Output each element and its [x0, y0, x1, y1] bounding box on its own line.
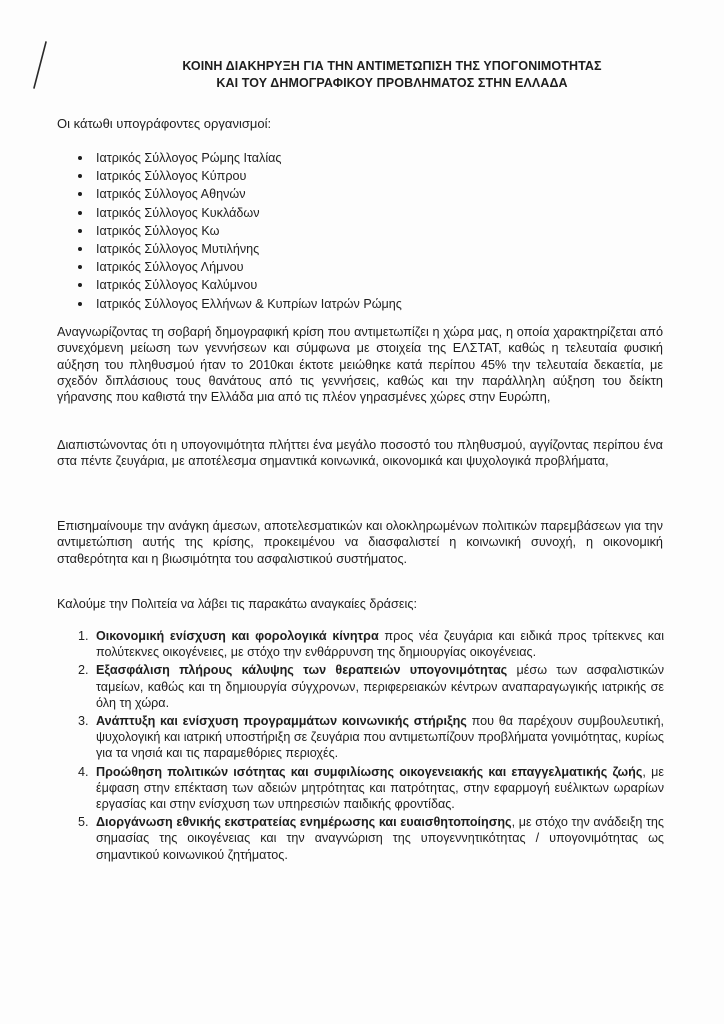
action-heading: Διοργάνωση εθνικής εκστρατείας ενημέρωσης και ευαισθητοποίησης — [96, 815, 512, 830]
organization-item: Ιατρικός Σύλλογος Κυκλάδων — [78, 204, 402, 222]
action-number: 2. — [78, 663, 89, 678]
action-item — [78, 713, 664, 762]
paragraph-infertility: Διαπιστώνοντας ότι η υπογονιμότητα πλήττει ένα μεγάλο ποσοστό του πληθυσμού, αγγίζοντας περίπου ένα στα πέντε ζευγάρια, με αποτέλεσμα σημαντικά κοινωνικά, οικονομικά και ψυχολογικά προβλήματα, — [57, 438, 663, 469]
action-text: προς νέα ζευγάρια και ειδικά προς τρίτεκνες και πολύτεκνες οικογένειες, με στόχο την ενθάρρυνση της δημιουργίας οικογένειας. — [96, 629, 664, 660]
document-title — [60, 58, 724, 92]
action-number: 5. — [78, 815, 89, 830]
action-heading: Προώθηση πολιτικών ισότητας και συμφιλίωσης οικογενειακής και επαγγελματικής ζωής — [96, 764, 643, 779]
action-heading: Οικονομική ενίσχυση και φορολογικά κίνητρα — [96, 629, 379, 643]
organization-item: Ιατρικός Σύλλογος Κω — [78, 222, 402, 240]
paragraph-demographic-crisis: Αναγνωρίζοντας τη σοβαρή δημογραφική κρίση που αντιμετωπίζει η χώρα μας, η οποία χαρακτηρίζεται από συνεχόμενη μείωση των γεννήσεων και σύμφωνα με στοιχεία της ΕΛΣΤΑΤ, καθώς η τελευταία φυσική αύξηση του πληθυσμού ήταν το 2010και έκτοτε μειώθηκε κατά περίπου 45% την τελευταία δεκαετία, με σχεδόν διπλάσιους τους θανάτους από τις γεννήσεις, καθώς και την παράλληλη αύξηση του δείκτη γήρανσης που καθιστά την Ελλάδα μια από τις πλέον γηρασμένες χώρες στην Ευρώπη, — [57, 325, 663, 405]
action-item — [78, 662, 664, 711]
handwritten-slash-mark — [28, 40, 52, 90]
action-number: 4. — [78, 764, 89, 779]
action-text: , με στόχο την ανάδειξη της σημασίας της οικογένειας και την αναγνώριση της υπογεννητικότητας / υπογονιμότητας ως σημαντικού κοινωνικού ζητήματος. — [96, 815, 664, 862]
action-number: 3. — [78, 714, 89, 729]
title-line-2: ΚΑΙ ΤΟΥ ΔΗΜΟΓΡΑΦΙΚΟΥ ΠΡΟΒΛΗΜΑΤΟΣ ΣΤΗΝ ΕΛΛΑΔΑ — [216, 76, 568, 90]
organization-item: Ιατρικός Σύλλογος Λήμνου — [78, 258, 402, 276]
organization-item: Ιατρικός Σύλλογος Ρώμης Ιταλίας — [78, 149, 402, 167]
organization-item: Ιατρικός Σύλλογος Μυτιλήνης — [78, 240, 402, 258]
action-text: μέσω των ασφαλιστικών ταμείων, καθώς και τη δημιουργία σύγχρονων, περιφερειακών κέντρων αναπαραγωγικής ιατρικής σε όλη τη χώρα. — [96, 663, 664, 710]
action-heading: Ανάπτυξη και ενίσχυση προγραμμάτων κοινωνικής στήριξης — [96, 714, 467, 729]
actions-list — [78, 628, 664, 865]
organizations-list — [78, 149, 402, 313]
title-line-1: ΚΟΙΝΗ ΔΙΑΚΗΡΥΞΗ ΓΙΑ ΤΗΝ ΑΝΤΙΜΕΤΩΠΙΣΗ ΤΗΣ ΥΠΟΓΟΝΙΜΟΤΗΤΑΣ — [182, 59, 602, 73]
action-heading: Εξασφάλιση πλήρους κάλυψης των θεραπειών υπογονιμότητας — [96, 663, 508, 678]
intro-text: Οι κάτωθι υπογράφοντες οργανισμοί: — [57, 116, 272, 131]
organization-item: Ιατρικός Σύλλογος Ελλήνων & Κυπρίων Ιατρών Ρώμης — [78, 295, 402, 313]
action-item — [78, 628, 664, 660]
organization-item: Ιατρικός Σύλλογος Καλύμνου — [78, 276, 402, 294]
action-number: 1. — [78, 629, 89, 643]
action-text: που θα παρέχουν συμβουλευτική, ψυχολογική και ιατρική υποστήριξη σε ζευγάρια που αντιμετωπίζουν προβλήματα γονιμότητας, κυρίως για τα νησιά και τις παραμεθόριες περιοχές. — [96, 714, 665, 761]
action-item — [78, 764, 664, 813]
action-item — [78, 814, 664, 863]
action-text: , με έμφαση στην επέκταση των αδειών μητρότητας και πατρότητας, στην εφαρμογή ευέλικτων ωραρίων εργασίας και στην ενίσχυση των υπηρεσιών παιδικής φροντίδας. — [96, 764, 664, 812]
organization-item: Ιατρικός Σύλλογος Αθηνών — [78, 185, 402, 203]
paragraph-call-to-action: Καλούμε την Πολιτεία να λάβει τις παρακάτω αναγκαίες δράσεις: — [57, 597, 417, 611]
organization-item: Ιατρικός Σύλλογος Κύπρου — [78, 167, 402, 185]
paragraph-policy-need: Επισημαίνουμε την ανάγκη άμεσων, αποτελεσματικών και ολοκληρωμένων πολιτικών παρεμβάσεων για την αντιμετώπιση αυτής της κρίσης, προκειμένου να διασφαλιστεί η κοινωνική συνοχή, η οικονομική σταθερότητα και η βιωσιμότητα του ασφαλιστικού συστήματος. — [57, 519, 663, 566]
